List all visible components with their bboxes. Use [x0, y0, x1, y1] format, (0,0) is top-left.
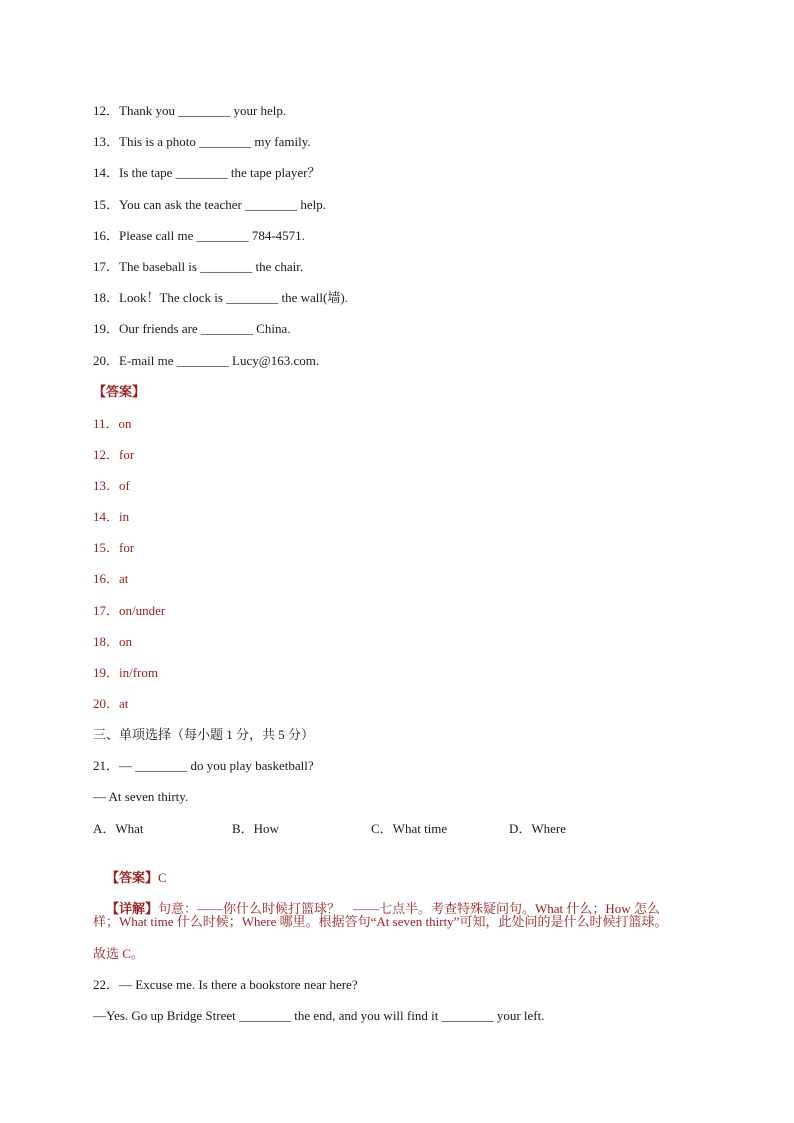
answer-19: 19．in/from: [93, 665, 158, 680]
answer-14: 14．in: [93, 509, 130, 524]
question-22: 22．— Excuse me. Is there a bookstore near here?: [93, 977, 358, 992]
question-18: 18．Look！The clock is ________ the wall(墙).: [93, 290, 348, 305]
question-21: 21．— ________ do you play basketball?: [93, 758, 314, 773]
detail-21-text1: 句意：——你什么时候打篮球？ ——七点半。考查特殊疑问句。What 什么；How 怎么: [158, 901, 660, 916]
answer-18: 18．on: [93, 634, 133, 649]
answer-17: 17．on/under: [93, 603, 166, 618]
option-c: C．What time: [371, 821, 448, 836]
detail-21-line3: 故选 C。: [93, 946, 144, 961]
question-13: 13．This is a photo ________ my family.: [93, 134, 311, 149]
section-heading: 三、单项选择（每小题 1 分，共 5 分）: [93, 727, 315, 742]
answer-11: 11．on: [93, 416, 132, 431]
detail-21-label: 【详解】: [106, 901, 159, 916]
option-b: B．How: [232, 821, 279, 836]
answer-20: 20．at: [93, 696, 129, 711]
answer-13: 13．of: [93, 478, 130, 493]
option-a: A．What: [93, 821, 144, 836]
answer-label: 【答案】: [93, 384, 146, 399]
question-21-reply: — At seven thirty.: [93, 789, 189, 804]
question-14: 14．Is the tape ________ the tape player？: [93, 165, 321, 180]
option-d: D．Where: [509, 821, 567, 836]
question-16: 16．Please call me ________ 784-4571.: [93, 228, 305, 243]
question-17: 17．The baseball is ________ the chair.: [93, 259, 304, 274]
answer-21-value: C: [158, 870, 167, 885]
answer-21-label: 【答案】: [106, 870, 159, 885]
answer-12: 12．for: [93, 447, 135, 462]
question-19: 19．Our friends are ________ China.: [93, 321, 291, 336]
answer-15: 15．for: [93, 540, 135, 555]
question-22-reply: —Yes. Go up Bridge Street ________ the end, and you will find it ________ your left.: [93, 1008, 545, 1023]
question-15: 15．You can ask the teacher ________ help.: [93, 197, 326, 212]
answer-16: 16．at: [93, 571, 129, 586]
question-20: 20．E-mail me ________ Lucy@163.com.: [93, 353, 320, 368]
detail-21-line2: 样；What time 什么时候；Where 哪里。根据答句“At seven thirty”可知，此处问的是什么时候打篮球。: [93, 914, 668, 929]
question-12: 12．Thank you ________ your help.: [93, 103, 287, 118]
